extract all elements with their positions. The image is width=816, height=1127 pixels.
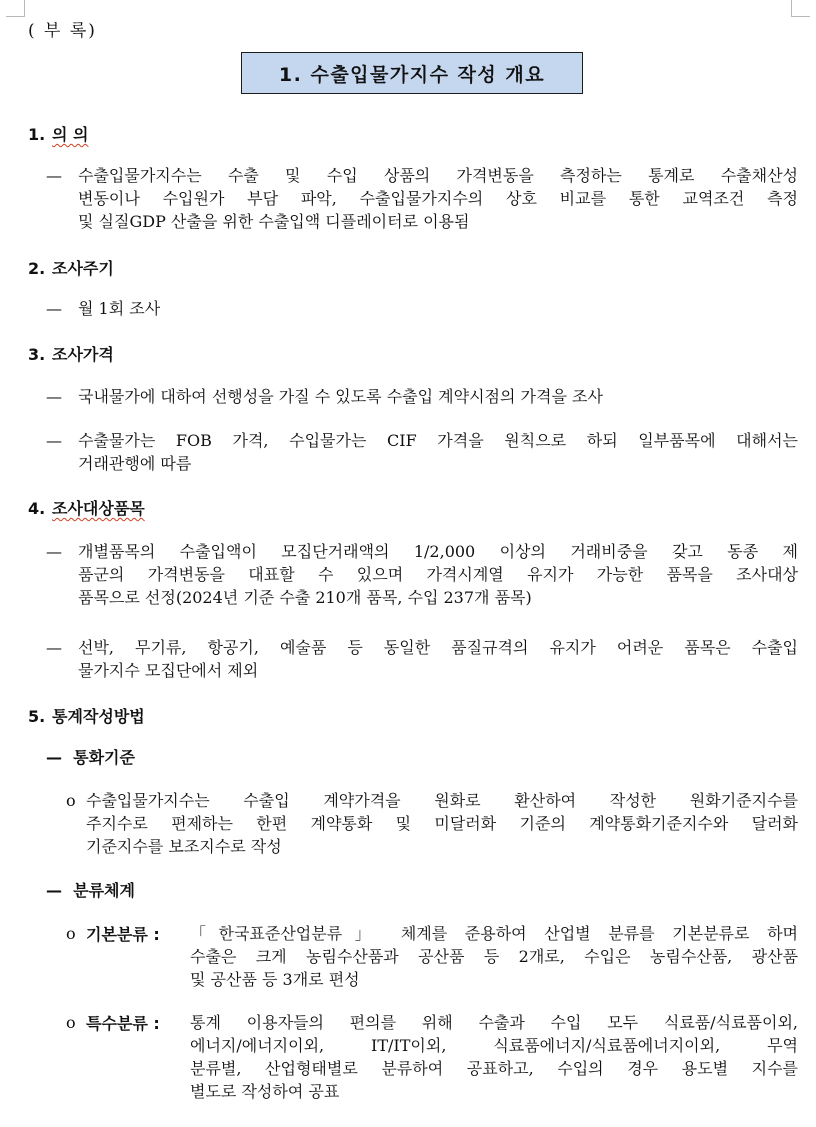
section-heading-4 [28,496,145,519]
section-title: 조사가격 [52,345,114,364]
crop-mark-top-right [791,0,810,17]
paragraph-line: 물가지수 모집단에서 제외 [78,661,259,680]
dash-marker: — [46,431,62,450]
paragraph-line: 주지수로 편제하는 한편 계약통화 및 미달러화 기준의 계약통화기준지수와 달러화 [86,814,798,833]
dash-marker: — [46,166,62,185]
paragraph-purpose [78,164,798,233]
subheading-classification [46,878,135,901]
paragraph-line: 품목으로 선정(2024년 기준 수출 210개 품목, 수입 237개 품목) [78,588,532,607]
bullet-marker: o [66,924,76,943]
subheading-currency [46,745,135,768]
paragraph-line: 수출입물가지수는 수출 및 수입 상품의 가격변동을 측정하는 통계로 수출채산성 [78,166,798,185]
paragraph-item-selection [78,540,798,609]
section-number: 1. [28,125,46,144]
paragraph-line: 별도로 작성하여 공표 [190,1082,340,1101]
paragraph-price-basis [78,429,798,475]
section-number: 2. [28,259,46,278]
paragraph-basic-classification [190,922,798,991]
section-title: 조사주기 [52,259,114,278]
bullet-marker: o [66,791,76,810]
paragraph-line: 「한국표준산업분류」 체계를 준용하여 산업별 분류를 기본분류로 하며 [190,924,798,943]
section-heading-1 [28,122,88,145]
dash-marker: — [46,387,62,406]
paragraph-line: 품군의 가격변동을 대표할 수 있으며 가격시계열 유지가 가능한 품목을 조사대상 [78,565,798,584]
paragraph-line: 에너지/에너지이외, IT/IT이외, 식료품에너지/식료품에너지이외, 무역 [190,1036,798,1055]
section-title: 의 의 [52,125,89,144]
paragraph-frequency: 월 1회 조사 [78,299,161,318]
document-title: 1. 수출입물가지수 작성 개요 [241,52,583,94]
section-number: 3. [28,345,46,364]
paragraph-price-timing: 국내물가에 대하여 선행성을 가질 수 있도록 수출입 계약시점의 가격을 조사 [78,387,603,406]
paragraph-line: 및 공산품 등 3개로 편성 [190,970,360,989]
paragraph-item-exclusion [78,636,798,682]
appendix-label: ( 부 록) [28,21,97,41]
section-heading-3 [28,342,114,365]
section-title: 통계작성방법 [52,707,145,726]
paragraph-line: 기준지수를 보조지수로 작성 [86,837,282,856]
section-title: 조사대상품목 [52,499,145,518]
subheading-title: 통화기준 [73,748,135,767]
section-number: 4. [28,499,46,518]
section-heading-5 [28,704,145,727]
subheading-title: 분류체계 [73,881,135,900]
paragraph-line: 수출물가는 FOB 가격, 수입물가는 CIF 가격을 원칙으로 하되 일부품목에 대해서는 [78,431,798,450]
paragraph-line: 수출은 크게 농림수산품과 공산품 등 2개로, 수입은 농림수산품, 광산품 [190,947,798,966]
dash-marker: — [46,638,62,657]
paragraph-line: 선박, 무기류, 항공기, 예술품 등 동일한 품질규격의 유지가 어려운 품목은 수출입 [78,638,798,657]
paragraph-line: 거래관행에 따름 [78,454,192,473]
paragraph-special-classification [190,1011,798,1103]
dash-marker: — [46,299,62,318]
paragraph-line: 분류별, 산업형태별로 분류하여 공표하고, 수입의 경우 용도별 지수를 [190,1059,798,1078]
dash-marker: — [46,542,62,561]
special-classification-label: 특수분류 : [86,1014,160,1033]
crop-mark-top-left [6,0,25,17]
basic-classification-label: 기본분류 : [86,925,160,944]
paragraph-line: 통계 이용자들의 편의를 위해 수출과 수입 모두 식료품/식료품이외, [190,1013,798,1032]
dash-marker: — [46,881,62,900]
section-number: 5. [28,707,46,726]
paragraph-line: 변동이나 수입원가 부담 파악, 수출입물가지수의 상호 비교를 통한 교역조건 측정 [78,189,798,208]
paragraph-currency [86,789,798,858]
section-heading-2 [28,256,114,279]
paragraph-line: 및 실질GDP 산출을 위한 수출입액 디플레이터로 이용됨 [78,212,470,231]
bullet-marker: o [66,1013,76,1032]
paragraph-line: 개별품목의 수출입액이 모집단거래액의 1/2,000 이상의 거래비중을 갖고 동종 제 [78,542,798,561]
dash-marker: — [46,748,62,767]
paragraph-line: 수출입물가지수는 수출입 계약가격을 원화로 환산하여 작성한 원화기준지수를 [86,791,798,810]
